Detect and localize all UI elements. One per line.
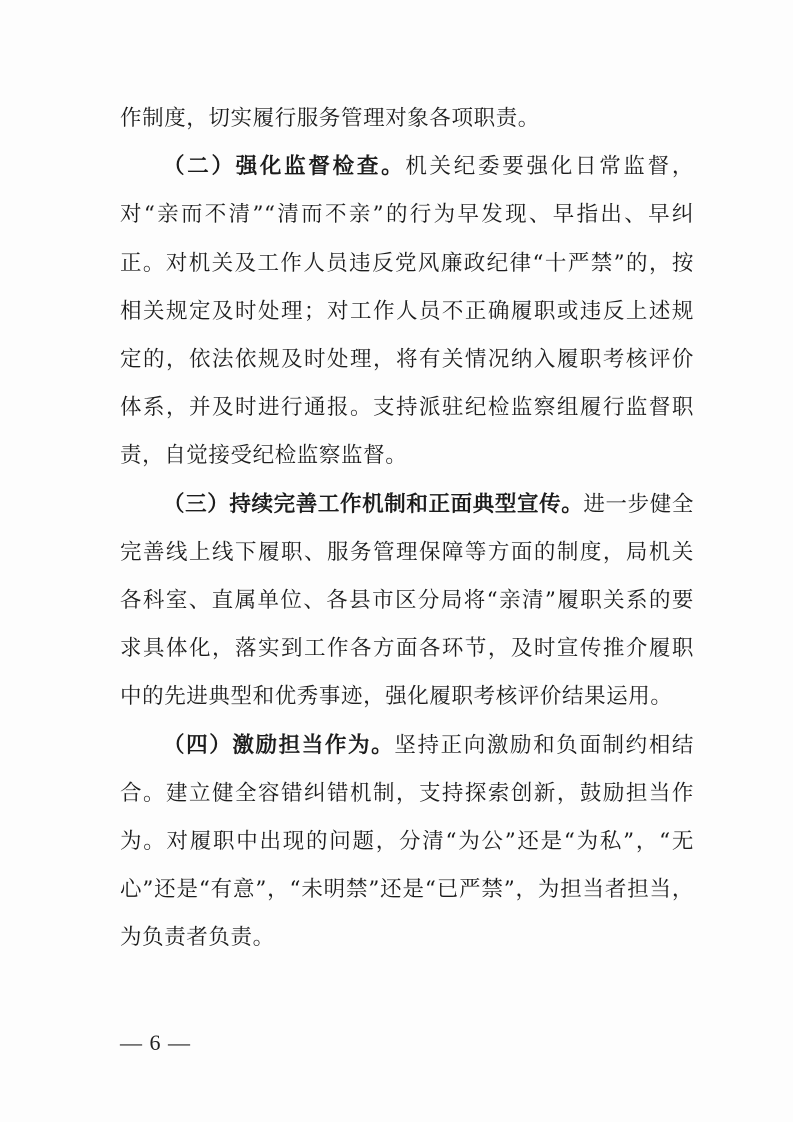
paragraph-continuation: [120, 95, 694, 143]
paragraph-text: 机关纪委要强化日常监督，对“亲而不清”“清而不亲”的行为早发现、早指出、早纠正。对机关及工作人员违反党风廉政纪律“十严禁”的，按相关规定及时处理；对工作人员不正确履职或违反上述规定的，依法依规及时处理，将有关情况纳入履职考核评价体系，并及时进行通报。支持派驻纪检监察组履行监督职责，自觉接受纪检监察监督。: [120, 154, 694, 469]
paragraph-improve-mechanism: [120, 481, 694, 722]
paragraph-text: 进一步健全完善线上线下履职、服务管理保障等方面的制度，局机关各科室、直属单位、各县市区分局将“亲清”履职关系的要求具体化，落实到工作各方面各环节，及时宣传推介履职中的先进典型和优秀事迹，强化履职考核评价结果运用。: [120, 491, 694, 710]
section-heading: （四）激励担当作为。: [163, 732, 395, 758]
paragraph-strengthen-supervision: [120, 143, 694, 480]
section-heading: （三）持续完善工作机制和正面典型宣传。: [163, 491, 584, 517]
section-heading: （二）强化监督检查。: [163, 154, 406, 180]
paragraph-text: 坚持正向激励和负面制约相结合。建立健全容错纠错机制，支持探索创新，鼓励担当作为。对履职中出现的问题，分清“为公”还是“为私”，“无心”还是“有意”，“未明禁”还是“已严禁”，为担当者担当，为负责者负责。: [120, 732, 694, 951]
document-body: [120, 95, 694, 963]
paragraph-text: 作制度，切实履行服务管理对象各项职责。: [120, 106, 540, 131]
page-number: — 6 —: [120, 1030, 191, 1055]
paragraph-encourage-responsibility: [120, 722, 694, 963]
